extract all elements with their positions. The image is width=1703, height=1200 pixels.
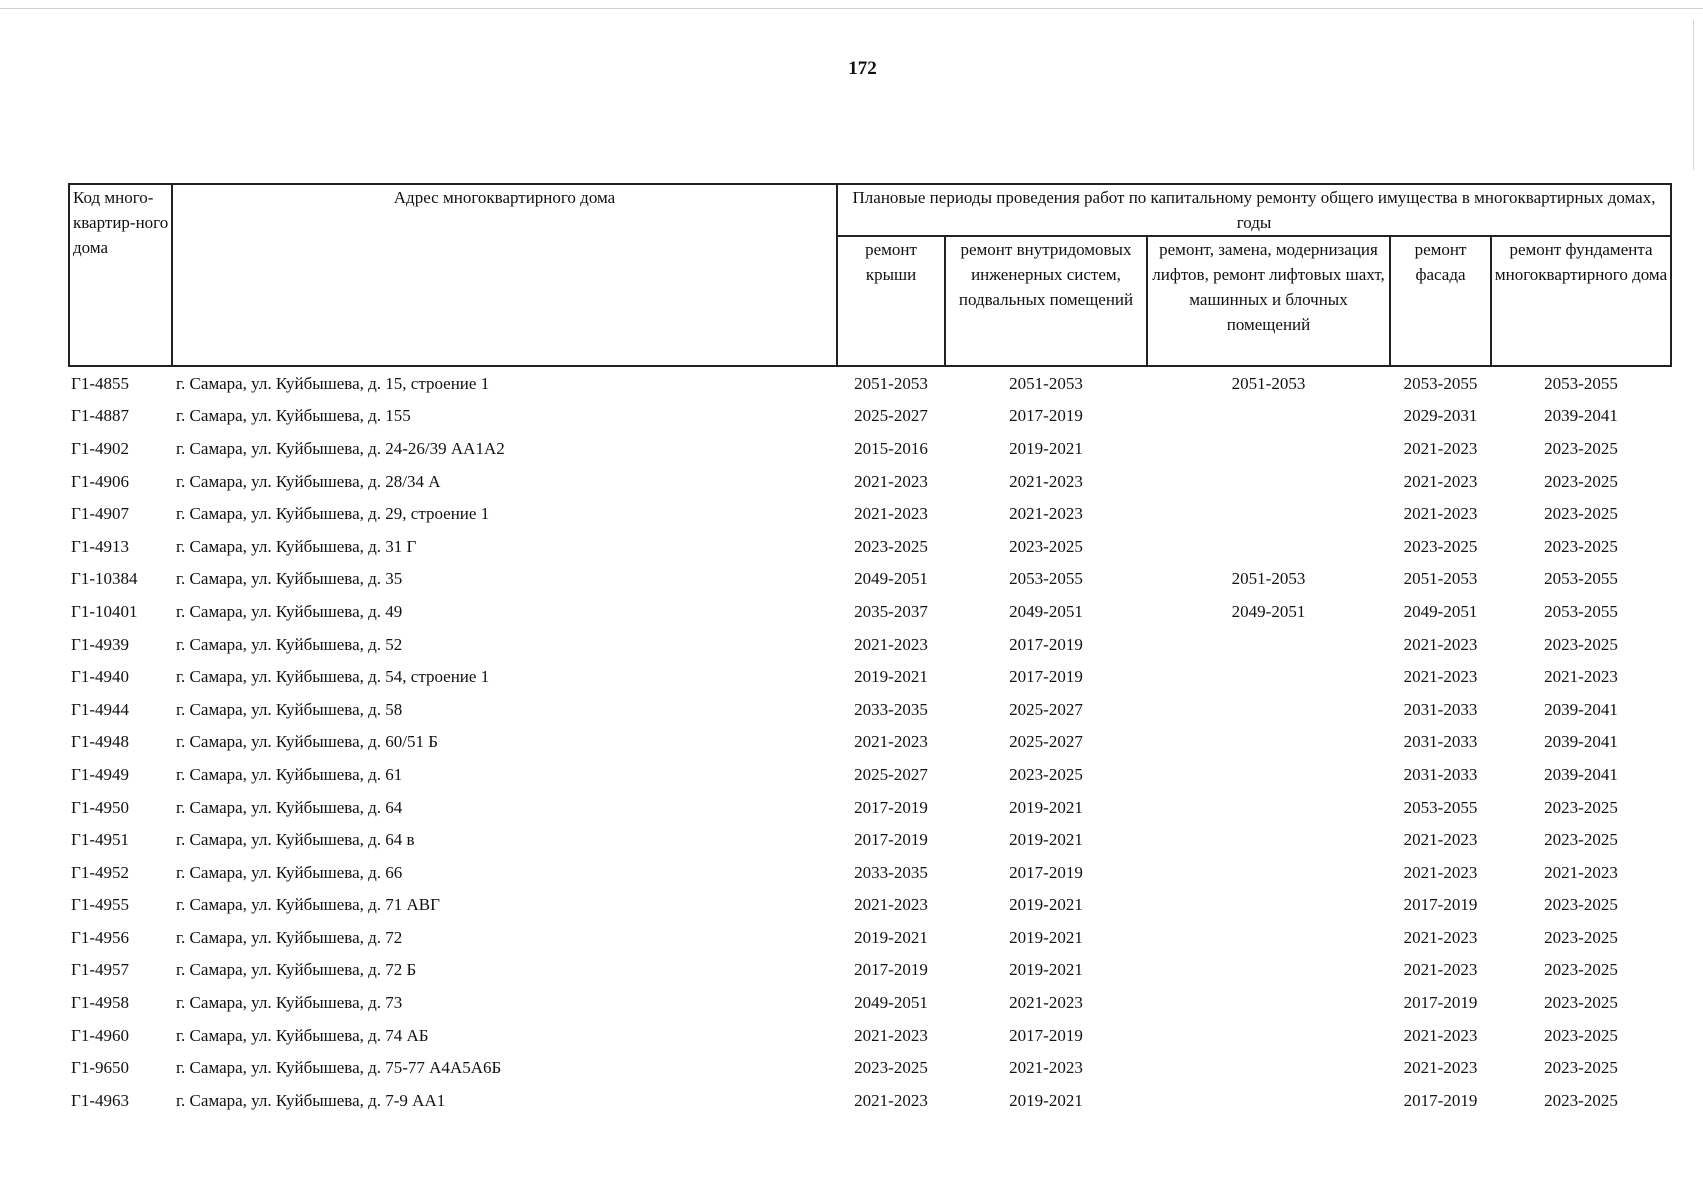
table-row bbox=[69, 758, 1671, 791]
table-row bbox=[69, 954, 1671, 987]
cell-engineering: 2025-2027 bbox=[1009, 699, 1083, 719]
cell-engineering: 2017-2019 bbox=[1009, 406, 1083, 426]
cell-engineering: 2021-2023 bbox=[1009, 504, 1083, 524]
cell-address: г. Самара, ул. Куйбышева, д. 75-77 А4А5А6Б bbox=[176, 1058, 502, 1078]
cell-roof: 2033-2035 bbox=[854, 699, 928, 719]
table-body bbox=[69, 366, 1671, 1117]
cell-code: Г1-4939 bbox=[71, 634, 129, 654]
cell-facade: 2023-2025 bbox=[1403, 536, 1478, 556]
cell-code: Г1-4952 bbox=[71, 862, 129, 882]
cell-roof: 2017-2019 bbox=[854, 830, 928, 850]
cell-code: Г1-4958 bbox=[71, 993, 129, 1013]
cell-elevators bbox=[1147, 823, 1390, 856]
cell-roof: 2023-2025 bbox=[854, 536, 928, 556]
cell-address: г. Самара, ул. Куйбышева, д. 49 bbox=[176, 601, 403, 621]
cell-engineering: 2051-2053 bbox=[1009, 373, 1083, 393]
cell-elevators bbox=[1147, 1084, 1390, 1117]
cell-code: Г1-4960 bbox=[71, 1025, 129, 1045]
cell-foundation: 2023-2025 bbox=[1544, 830, 1618, 850]
cell-elevators bbox=[1147, 432, 1390, 465]
cell-address: г. Самара, ул. Куйбышева, д. 73 bbox=[176, 993, 403, 1013]
cell-elevators: 2051-2053 bbox=[1231, 373, 1306, 393]
cell-elevators bbox=[1147, 856, 1390, 889]
table-row bbox=[69, 921, 1671, 954]
table-row bbox=[69, 726, 1671, 759]
cell-engineering: 2017-2019 bbox=[1009, 1025, 1083, 1045]
table-row bbox=[69, 1019, 1671, 1052]
cell-engineering: 2049-2051 bbox=[1009, 601, 1083, 621]
cell-roof: 2021-2023 bbox=[854, 895, 928, 915]
cell-foundation: 2023-2025 bbox=[1544, 634, 1618, 654]
header-roof: ремонт крыши bbox=[837, 236, 945, 366]
cell-code: Г1-4913 bbox=[71, 536, 129, 556]
cell-code: Г1-4951 bbox=[71, 830, 129, 850]
cell-engineering: 2025-2027 bbox=[1009, 732, 1083, 752]
table-row bbox=[69, 465, 1671, 498]
cell-address: г. Самара, ул. Куйбышева, д. 64 bbox=[176, 797, 403, 817]
cell-address: г. Самара, ул. Куйбышева, д. 66 bbox=[176, 862, 403, 882]
cell-roof: 2049-2051 bbox=[854, 569, 928, 589]
header-address: Адрес многоквартирного дома bbox=[172, 184, 837, 366]
table-row bbox=[69, 1051, 1671, 1084]
table-row bbox=[69, 856, 1671, 889]
cell-elevators bbox=[1147, 693, 1390, 726]
cell-elevators bbox=[1147, 465, 1390, 498]
table-row bbox=[69, 595, 1671, 628]
cell-roof: 2021-2023 bbox=[854, 1090, 928, 1110]
cell-code: Г1-4902 bbox=[71, 438, 129, 458]
table-row bbox=[69, 366, 1671, 400]
cell-code: Г1-10384 bbox=[71, 569, 138, 589]
cell-address: г. Самара, ул. Куйбышева, д. 64 в bbox=[176, 830, 415, 850]
cell-code: Г1-9650 bbox=[71, 1058, 129, 1078]
cell-foundation: 2039-2041 bbox=[1544, 699, 1618, 719]
cell-foundation: 2021-2023 bbox=[1544, 862, 1618, 882]
cell-engineering: 2017-2019 bbox=[1009, 634, 1083, 654]
cell-foundation: 2053-2055 bbox=[1544, 373, 1618, 393]
table-row bbox=[69, 432, 1671, 465]
header-code: Код много-квартир-ного дома bbox=[69, 184, 172, 366]
cell-facade: 2049-2051 bbox=[1403, 601, 1478, 621]
cell-code: Г1-10401 bbox=[71, 601, 138, 621]
cell-address: г. Самара, ул. Куйбышева, д. 24-26/39 АА1А2 bbox=[176, 438, 505, 458]
cell-roof: 2019-2021 bbox=[854, 667, 928, 687]
cell-elevators bbox=[1147, 921, 1390, 954]
cell-facade: 2053-2055 bbox=[1403, 797, 1478, 817]
cell-code: Г1-4950 bbox=[71, 797, 129, 817]
cell-address: г. Самара, ул. Куйбышева, д. 60/51 Б bbox=[176, 732, 439, 752]
header-elevators: ремонт, замена, модернизация лифтов, ремонт лифтовых шахт, машинных и блочных помещений bbox=[1147, 236, 1390, 366]
cell-foundation: 2023-2025 bbox=[1544, 993, 1618, 1013]
cell-address: г. Самара, ул. Куйбышева, д. 74 АБ bbox=[176, 1025, 429, 1045]
cell-engineering: 2019-2021 bbox=[1009, 797, 1083, 817]
table-row bbox=[69, 986, 1671, 1019]
cell-code: Г1-4955 bbox=[71, 895, 129, 915]
cell-facade: 2021-2023 bbox=[1403, 1025, 1478, 1045]
cell-foundation: 2021-2023 bbox=[1544, 667, 1618, 687]
cell-foundation: 2023-2025 bbox=[1544, 536, 1618, 556]
cell-roof: 2017-2019 bbox=[854, 960, 928, 980]
cell-address: г. Самара, ул. Куйбышева, д. 54, строение 1 bbox=[176, 667, 490, 687]
cell-facade: 2017-2019 bbox=[1403, 1090, 1478, 1110]
cell-elevators: 2049-2051 bbox=[1231, 601, 1306, 621]
cell-engineering: 2021-2023 bbox=[1009, 1058, 1083, 1078]
cell-facade: 2021-2023 bbox=[1403, 960, 1478, 980]
cell-elevators bbox=[1147, 497, 1390, 530]
cell-code: Г1-4940 bbox=[71, 667, 129, 687]
cell-address: г. Самара, ул. Куйбышева, д. 28/34 А bbox=[176, 471, 441, 491]
cell-foundation: 2053-2055 bbox=[1544, 569, 1618, 589]
cell-engineering: 2053-2055 bbox=[1009, 569, 1083, 589]
cell-facade: 2021-2023 bbox=[1403, 634, 1478, 654]
cell-foundation: 2023-2025 bbox=[1544, 504, 1618, 524]
cell-elevators bbox=[1147, 660, 1390, 693]
cell-facade: 2021-2023 bbox=[1403, 1058, 1478, 1078]
cell-roof: 2023-2025 bbox=[854, 1058, 928, 1078]
cell-facade: 2021-2023 bbox=[1403, 862, 1478, 882]
cell-foundation: 2023-2025 bbox=[1544, 1058, 1618, 1078]
table-row bbox=[69, 791, 1671, 824]
table-row bbox=[69, 823, 1671, 856]
cell-roof: 2021-2023 bbox=[854, 471, 928, 491]
cell-roof: 2017-2019 bbox=[854, 797, 928, 817]
cell-engineering: 2019-2021 bbox=[1009, 927, 1083, 947]
cell-facade: 2029-2031 bbox=[1403, 406, 1478, 426]
table-header bbox=[69, 184, 1671, 366]
cell-foundation: 2039-2041 bbox=[1544, 406, 1618, 426]
table-row bbox=[69, 889, 1671, 922]
cell-address: г. Самара, ул. Куйбышева, д. 15, строение 1 bbox=[176, 373, 490, 393]
cell-foundation: 2053-2055 bbox=[1544, 601, 1618, 621]
cell-engineering: 2021-2023 bbox=[1009, 993, 1083, 1013]
cell-engineering: 2021-2023 bbox=[1009, 471, 1083, 491]
cell-code: Г1-4887 bbox=[71, 406, 129, 426]
cell-engineering: 2017-2019 bbox=[1009, 862, 1083, 882]
cell-address: г. Самара, ул. Куйбышева, д. 155 bbox=[176, 406, 411, 426]
cell-address: г. Самара, ул. Куйбышева, д. 72 bbox=[176, 927, 403, 947]
cell-roof: 2051-2053 bbox=[854, 373, 928, 393]
cell-engineering: 2019-2021 bbox=[1009, 895, 1083, 915]
cell-facade: 2017-2019 bbox=[1403, 895, 1478, 915]
cell-engineering: 2023-2025 bbox=[1009, 536, 1083, 556]
cell-elevators bbox=[1147, 986, 1390, 1019]
cell-address: г. Самара, ул. Куйбышева, д. 29, строение 1 bbox=[176, 504, 490, 524]
cell-code: Г1-4907 bbox=[71, 504, 129, 524]
cell-elevators bbox=[1147, 400, 1390, 433]
table-row bbox=[69, 563, 1671, 596]
cell-elevators bbox=[1147, 1051, 1390, 1084]
cell-facade: 2021-2023 bbox=[1403, 667, 1478, 687]
cell-foundation: 2023-2025 bbox=[1544, 1090, 1618, 1110]
cell-elevators bbox=[1147, 530, 1390, 563]
cell-facade: 2021-2023 bbox=[1403, 927, 1478, 947]
header-planned-periods: Плановые периоды проведения работ по капитальному ремонту общего имущества в многоквартирных домах, годы bbox=[837, 184, 1671, 236]
cell-engineering: 2019-2021 bbox=[1009, 830, 1083, 850]
cell-roof: 2021-2023 bbox=[854, 732, 928, 752]
cell-code: Г1-4949 bbox=[71, 764, 129, 784]
repair-periods-table bbox=[68, 183, 1672, 1117]
cell-elevators bbox=[1147, 726, 1390, 759]
cell-facade: 2051-2053 bbox=[1403, 569, 1478, 589]
cell-elevators bbox=[1147, 758, 1390, 791]
cell-roof: 2019-2021 bbox=[854, 927, 928, 947]
cell-code: Г1-4944 bbox=[71, 699, 129, 719]
cell-address: г. Самара, ул. Куйбышева, д. 52 bbox=[176, 634, 403, 654]
cell-roof: 2025-2027 bbox=[854, 764, 928, 784]
cell-facade: 2031-2033 bbox=[1403, 699, 1478, 719]
cell-elevators bbox=[1147, 791, 1390, 824]
cell-elevators bbox=[1147, 1019, 1390, 1052]
table-row bbox=[69, 1084, 1671, 1117]
cell-roof: 2025-2027 bbox=[854, 406, 928, 426]
cell-facade: 2021-2023 bbox=[1403, 830, 1478, 850]
table-row bbox=[69, 497, 1671, 530]
cell-foundation: 2023-2025 bbox=[1544, 960, 1618, 980]
cell-facade: 2021-2023 bbox=[1403, 438, 1478, 458]
cell-engineering: 2019-2021 bbox=[1009, 960, 1083, 980]
cell-roof: 2035-2037 bbox=[854, 601, 928, 621]
cell-engineering: 2019-2021 bbox=[1009, 438, 1083, 458]
cell-foundation: 2023-2025 bbox=[1544, 471, 1618, 491]
cell-facade: 2031-2033 bbox=[1403, 732, 1478, 752]
cell-engineering: 2023-2025 bbox=[1009, 764, 1083, 784]
cell-foundation: 2039-2041 bbox=[1544, 732, 1618, 752]
cell-facade: 2021-2023 bbox=[1403, 504, 1478, 524]
cell-roof: 2033-2035 bbox=[854, 862, 928, 882]
cell-address: г. Самара, ул. Куйбышева, д. 58 bbox=[176, 699, 403, 719]
cell-code: Г1-4855 bbox=[71, 373, 129, 393]
cell-code: Г1-4957 bbox=[71, 960, 129, 980]
cell-roof: 2021-2023 bbox=[854, 634, 928, 654]
cell-roof: 2021-2023 bbox=[854, 504, 928, 524]
cell-roof: 2021-2023 bbox=[854, 1025, 928, 1045]
cell-foundation: 2023-2025 bbox=[1544, 895, 1618, 915]
header-engineering: ремонт внутридомовых инженерных систем, подвальных помещений bbox=[945, 236, 1147, 366]
table-row bbox=[69, 628, 1671, 661]
cell-foundation: 2023-2025 bbox=[1544, 927, 1618, 947]
cell-engineering: 2017-2019 bbox=[1009, 667, 1083, 687]
cell-facade: 2053-2055 bbox=[1403, 373, 1478, 393]
page-number: 172 bbox=[848, 58, 877, 79]
cell-facade: 2031-2033 bbox=[1403, 764, 1478, 784]
cell-roof: 2049-2051 bbox=[854, 993, 928, 1013]
table-row bbox=[69, 400, 1671, 433]
cell-facade: 2017-2019 bbox=[1403, 993, 1478, 1013]
cell-foundation: 2039-2041 bbox=[1544, 764, 1618, 784]
cell-code: Г1-4956 bbox=[71, 927, 129, 947]
cell-foundation: 2023-2025 bbox=[1544, 1025, 1618, 1045]
header-facade: ремонт фасада bbox=[1390, 236, 1491, 366]
header-foundation: ремонт фундамента многоквартирного дома bbox=[1491, 236, 1671, 366]
cell-code: Г1-4948 bbox=[71, 732, 129, 752]
scan-edge-top bbox=[0, 8, 1703, 9]
cell-address: г. Самара, ул. Куйбышева, д. 35 bbox=[176, 569, 403, 589]
table-row bbox=[69, 660, 1671, 693]
cell-address: г. Самара, ул. Куйбышева, д. 7-9 АА1 bbox=[176, 1090, 446, 1110]
scan-edge-right bbox=[1693, 20, 1694, 170]
cell-facade: 2021-2023 bbox=[1403, 471, 1478, 491]
cell-roof: 2015-2016 bbox=[854, 438, 928, 458]
cell-engineering: 2019-2021 bbox=[1009, 1090, 1083, 1110]
cell-address: г. Самара, ул. Куйбышева, д. 61 bbox=[176, 764, 403, 784]
cell-elevators bbox=[1147, 889, 1390, 922]
cell-elevators: 2051-2053 bbox=[1231, 569, 1306, 589]
table-row bbox=[69, 693, 1671, 726]
cell-address: г. Самара, ул. Куйбышева, д. 72 Б bbox=[176, 960, 417, 980]
capital-repair-schedule bbox=[68, 183, 1670, 1117]
cell-elevators bbox=[1147, 628, 1390, 661]
cell-address: г. Самара, ул. Куйбышева, д. 71 АВГ bbox=[176, 895, 440, 915]
cell-elevators bbox=[1147, 954, 1390, 987]
cell-code: Г1-4906 bbox=[71, 471, 129, 491]
cell-foundation: 2023-2025 bbox=[1544, 438, 1618, 458]
cell-code: Г1-4963 bbox=[71, 1090, 129, 1110]
cell-address: г. Самара, ул. Куйбышева, д. 31 Г bbox=[176, 536, 417, 556]
table-row bbox=[69, 530, 1671, 563]
cell-foundation: 2023-2025 bbox=[1544, 797, 1618, 817]
